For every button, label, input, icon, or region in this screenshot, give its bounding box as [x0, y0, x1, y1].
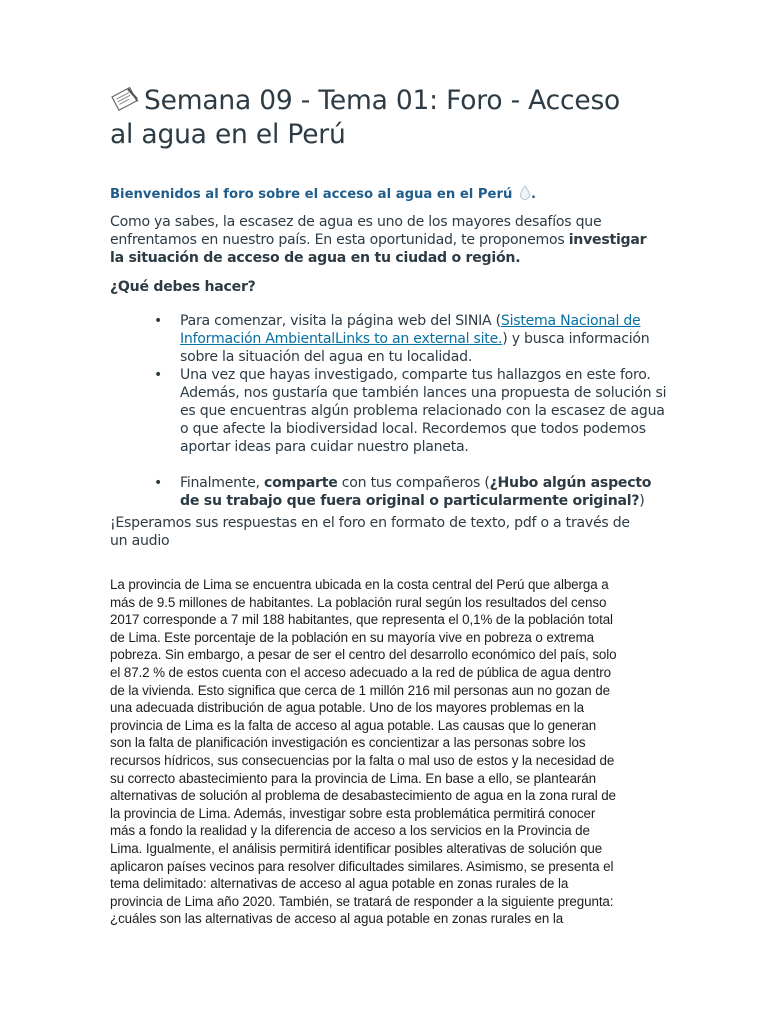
water-drop-icon [519, 185, 531, 200]
essay-line: son la falta de planificación investigación es concientizar a las personas sobre los [110, 735, 586, 751]
welcome-period: . [530, 187, 536, 202]
essay-line: provincia de Lima es la falta de acceso al agua potable. Las causas que lo generan [110, 717, 597, 733]
essay-line: una adecuada distribución de agua potable. Uno de los mayores problemas en la [110, 700, 584, 716]
essay-line: ¿cuáles son las alternativas de acceso al agua potable en zonas rurales en la [110, 911, 564, 927]
essay-paragraph [110, 576, 658, 928]
page-title [110, 84, 660, 152]
welcome-text: Bienvenidos al foro sobre el acceso al agua en el Perú [110, 187, 513, 202]
instructions-list [110, 312, 670, 510]
essay-line: Lima. Igualmente, el análisis permitirá identificar posibles alterativas de solución que [110, 840, 603, 856]
list-item-text: Una vez que hayas investigado, comparte tus hallazgos en este foro. Además, nos gustaría que también lances una propuesta de solución si es que encuentras algún problema relacionado con la escasez de agua o que afecte la biodiversidad local. Recordemos que todos podemos aportar ideas para cuidar nuestro planeta. [180, 367, 667, 455]
essay-line: de Lima. Este porcentaje de la población en su mayoría vive en pobreza o extrema [110, 629, 595, 645]
title-line-1: Semana 09 - Tema 01: Foro - Acceso [144, 85, 621, 116]
essay-line: su correcto abastecimiento para la provincia de Lima. En base a ello, se plantearán [110, 770, 596, 786]
list-item-text: Finalmente, [180, 475, 264, 491]
essay-line: de la vivienda. Esto significa que cerca de 1 millón 216 mil personas aun no gozan de [110, 682, 610, 698]
essay-line: tema delimitado: alternativas de acceso al agua potable en zonas rurales de la [110, 876, 569, 892]
title-line-2: al agua en el Perú [110, 119, 346, 150]
list-item-bold: ¿Hubo algún aspecto de su trabajo que fuera original o particularmente original? [180, 475, 652, 509]
closing-paragraph: ¡Esperamos sus respuestas en el foro en formato de texto, pdf o a través de un audio [110, 515, 630, 549]
welcome-heading [110, 185, 536, 202]
list-item-text: ) y busca información sobre la situación del agua en tu localidad. [180, 331, 650, 365]
list-item [110, 366, 670, 456]
essay-line: pobreza. Sin embargo, a pesar de ser el centro del desarrollo económico del país, solo [110, 647, 617, 663]
essay-line: La provincia de Lima se encuentra ubicada en la costa central del Perú que alberga a [110, 577, 609, 592]
list-item [110, 474, 670, 510]
essay-line: el 87.2 % de estos cuenta con el acceso adecuado a la red de pública de agua dentro [110, 664, 611, 680]
list-item-text: ) [639, 493, 645, 509]
essay-line: la provincia de Lima. Además, investigar sobre esta problemática permitirá conocer [110, 805, 596, 821]
question-heading: ¿Qué debes hacer? [110, 279, 256, 295]
list-item-bold: comparte [263, 475, 338, 491]
essay-line: 2017 corresponde a 7 mil 188 habitantes, que representa el 0,1% de la población total [110, 612, 613, 628]
essay-line: provincia de Lima año 2020. También, se tratará de responder a la siguiente pregunta: [110, 893, 614, 909]
essay-line: aplicaron países vecinos para resolver dificultades similares. Asimismo, se presenta el [110, 858, 614, 874]
list-item [110, 312, 670, 366]
forum-post [110, 84, 667, 927]
essay-line: más a fondo la realidad y la diferencia de acceso a los servicios en la Provincia de [110, 823, 590, 839]
essay-line: más de 9.5 millones de habitantes. La población rural según los resultados del censo [110, 594, 607, 610]
intro-bold-text: investigar la situación de acceso de agua en tu ciudad o región. [110, 232, 647, 266]
memo-icon [110, 85, 140, 111]
sinia-external-link[interactable]: Sistema Nacional de Información AmbientalLinks to an external site. [180, 313, 641, 347]
list-item-text: Para comenzar, visita la página web del SINIA ( [180, 313, 501, 329]
intro-text: Como ya sabes, la escasez de agua es uno de los mayores desafíos que enfrentamos en nuestro país. En esta oportunidad, te proponemos [110, 214, 602, 248]
essay-line: recursos hídricos, sus consecuencias por la falta o mal uso de estos y la necesidad de [110, 752, 615, 768]
essay-line: alternativas de solución al problema de desabastecimiento de agua en la zona rural de [110, 788, 616, 804]
intro-paragraph [110, 213, 662, 267]
list-item-text: con tus compañeros ( [337, 475, 490, 491]
